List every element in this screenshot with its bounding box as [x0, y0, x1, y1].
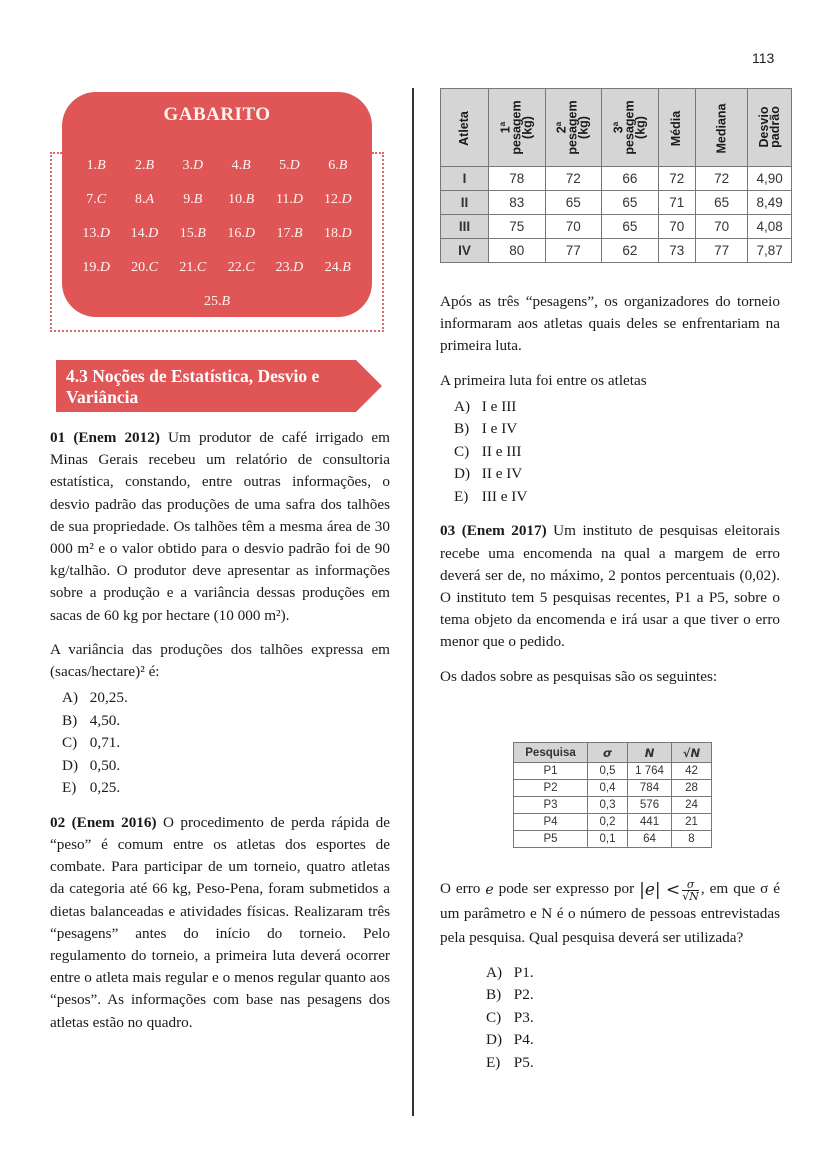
answer-number: 25. — [203, 294, 222, 309]
table-cell: 75 — [489, 215, 546, 239]
error-formula — [639, 878, 701, 902]
table-header-row — [441, 89, 792, 167]
answer-letter: C — [245, 260, 255, 275]
table-cell: 78 — [489, 167, 546, 191]
fraction-numerator: σ — [682, 879, 699, 891]
table-cell: 0,5 — [588, 763, 628, 780]
formula-lhs: |e| < — [639, 879, 681, 900]
table-cell: 66 — [602, 167, 659, 191]
answer-number: 9. — [183, 192, 194, 207]
question-text: Um instituto de pesquisas eleitorais recebe uma encomenda na qual a margem de erro deverá ser de, no máximo, 2 pontos percentuais (0,02). O instituto tem 5 pesquisas recentes, P1 a P5, sobre o tema objeto da encomenda e irá usar a que tiver o erro menor que o pedido. — [440, 522, 780, 651]
answer-letter: B — [293, 226, 303, 241]
header-label — [554, 99, 591, 155]
header-label — [500, 100, 533, 154]
table-header-cell — [545, 89, 602, 167]
table-cell: 24 — [672, 797, 712, 814]
question-02-after-text: Após as três “pesagens”, os organizadores do torneio informaram aos atletas quais deles se enfrentariam na primeira luta. — [440, 293, 780, 355]
formula-paragraph — [440, 877, 780, 950]
question-text: O procedimento de perda rápida de “peso” é comum entre os atletas dos esportes de combate. Para participar de um torneio, quatro atletas da categoria até 66 kg, Peso-Pena, foram submetidos a dietas balanceadas e atividades físicas. Realizaram três “pesagens” antes do início do torneio. Pelo regulamento do torneio, a primeira luta deverá ocorrer entre o atleta mais regular e o menos regular quanto aos “pesos”. As informações com base nas pesagens dos atletas estão no quadro. — [50, 813, 390, 1031]
header-label — [756, 106, 782, 148]
gabarito-answer — [72, 258, 120, 278]
gabarito-answer — [265, 156, 313, 176]
option-item — [486, 1029, 780, 1052]
gabarito-answer — [314, 156, 362, 176]
answer-number: 10. — [228, 192, 246, 207]
gabarito-answer — [314, 224, 362, 244]
column-divider — [412, 88, 414, 1116]
option-label: E) — [62, 779, 77, 797]
gabarito-answer — [62, 294, 372, 310]
gabarito-answer — [120, 190, 168, 210]
table-cell: I — [441, 167, 489, 191]
question-02 — [50, 812, 390, 1034]
question-label: 02 (Enem 2016) — [50, 813, 157, 831]
header-line: (kg) — [633, 115, 648, 139]
question-label: 03 (Enem 2017) — [440, 522, 547, 540]
gabarito-title: GABARITO — [163, 104, 271, 125]
table-header-cell: Pesquisa — [514, 743, 588, 763]
table-cell: 72 — [695, 167, 747, 191]
gabarito-answer — [265, 190, 313, 210]
header-line: Desvio — [756, 106, 771, 148]
athletes-table — [440, 88, 792, 263]
option-label: C) — [486, 1008, 502, 1026]
table-cell: 576 — [628, 797, 672, 814]
option-text: 0,71. — [89, 734, 121, 752]
option-text: 0,50. — [89, 756, 121, 774]
answer-number: 6. — [328, 158, 339, 173]
option-text: 4,50. — [89, 711, 121, 729]
header-line: (kg) — [576, 115, 591, 139]
option-label: B) — [62, 711, 78, 729]
table-cell: 64 — [628, 831, 672, 848]
table-cell: 1 764 — [628, 763, 672, 780]
option-label: D) — [486, 1031, 503, 1049]
data-intro: Os dados sobre as pesquisas são os seguintes: — [440, 667, 718, 685]
gabarito-answer — [314, 258, 362, 278]
option-label: B) — [454, 420, 470, 438]
header-label — [613, 100, 646, 154]
answer-letter: B — [97, 158, 106, 173]
table-row — [441, 167, 792, 191]
table-row — [514, 763, 712, 780]
answer-letter: D — [193, 158, 204, 173]
table-header-cell — [602, 89, 659, 167]
table-header-cell — [441, 89, 489, 167]
gabarito-answer — [120, 258, 168, 278]
answer-letter: B — [338, 158, 348, 173]
answer-number: 22. — [227, 260, 246, 275]
answer-number: 5. — [279, 158, 290, 173]
table-cell: 0,1 — [588, 831, 628, 848]
option-item — [454, 486, 780, 509]
option-item — [454, 441, 780, 464]
answer-letter: B — [245, 192, 255, 207]
option-label: E) — [454, 487, 469, 505]
header-line: Média — [669, 110, 684, 146]
table-cell: 7,87 — [748, 239, 792, 263]
table-cell: 70 — [695, 215, 747, 239]
table-row — [441, 191, 792, 215]
option-text: II e IV — [481, 465, 523, 483]
option-text: III e IV — [481, 487, 528, 505]
header-line: pesagem — [509, 99, 524, 155]
table-cell: 80 — [489, 239, 546, 263]
answer-letter: B — [221, 294, 231, 309]
gabarito-answer — [314, 190, 362, 210]
options-list — [50, 687, 390, 800]
gabarito-answer — [169, 156, 217, 176]
table-cell: II — [441, 191, 489, 215]
table-cell: 0,4 — [588, 780, 628, 797]
table-row — [514, 814, 712, 831]
option-item — [62, 777, 390, 800]
table-cell: 77 — [545, 239, 602, 263]
gabarito-answer — [120, 156, 168, 176]
page-number: 113 — [752, 50, 775, 66]
table-header-cell: √N — [672, 743, 712, 763]
table-cell: 73 — [658, 239, 695, 263]
answer-letter: B — [145, 158, 155, 173]
gabarito-answer — [265, 224, 313, 244]
table-cell: 83 — [489, 191, 546, 215]
option-label: E) — [486, 1053, 501, 1071]
formula-variable: e — [485, 881, 494, 898]
answer-number: 21. — [179, 260, 197, 275]
option-text: P5. — [513, 1053, 534, 1071]
section-heading — [56, 360, 382, 412]
header-line: Atleta — [456, 110, 471, 146]
option-label: A) — [454, 397, 471, 415]
answer-number: 4. — [231, 158, 243, 173]
option-label: A) — [62, 689, 79, 707]
answer-number: 7. — [86, 192, 97, 207]
answer-number: 23. — [275, 260, 294, 275]
option-item — [486, 984, 780, 1007]
text: pode ser expresso por — [493, 880, 640, 897]
right-column-bottom — [440, 877, 780, 1074]
table-cell: 71 — [658, 191, 695, 215]
table-cell: 28 — [672, 780, 712, 797]
answer-number: 20. — [131, 260, 149, 275]
answer-number: 17. — [276, 226, 294, 241]
answer-letter: B — [342, 260, 351, 275]
table-row — [514, 780, 712, 797]
table-cell: IV — [441, 239, 489, 263]
table-cell: 4,90 — [748, 167, 792, 191]
option-label: A) — [486, 963, 503, 981]
gabarito-answer — [169, 224, 217, 244]
answer-number: 15. — [179, 226, 198, 241]
header-label — [456, 110, 471, 146]
option-text: II e III — [481, 442, 522, 460]
answer-letter: D — [341, 192, 352, 207]
option-item — [62, 687, 390, 710]
option-label: B) — [486, 986, 502, 1004]
gabarito-answer — [169, 258, 217, 278]
text: que σ é um parâmetro e N é o número de pessoas entrevistadas pela pesquisa. Qual pesquisa deverá ser utilizada? — [440, 880, 781, 946]
answer-number: 11. — [275, 192, 293, 207]
gabarito-answer — [72, 190, 120, 210]
answer-letter: B — [242, 158, 251, 173]
option-text: 0,25. — [89, 779, 121, 797]
answer-number: 14. — [130, 226, 149, 241]
formula-fraction — [682, 879, 699, 902]
table-cell: 42 — [672, 763, 712, 780]
answer-letter: A — [145, 192, 155, 207]
answer-letter: D — [244, 226, 255, 241]
text: , em — [700, 880, 729, 897]
section-title: 4.3 Noções de Estatística, Desvio e Variância — [66, 366, 320, 407]
question-text: Um produtor de café irrigado em Minas Gerais recebeu um relatório de consultoria estatística, constando, entre outras informações, o desvio padrão das produções de uma safra dos talhões de sua propriedade. Os talhões têm a mesma área de 30 000 m² e o valor obtido para o desvio padrão foi de 90 kg/talhão. O produtor deve apresentar as informações sobre a produção e a variância dessas produções em sacas de 60 kg por hectare (10 000 m²). — [50, 429, 390, 624]
table-cell: P1 — [514, 763, 588, 780]
answer-letter: D — [99, 226, 110, 241]
option-text: I e III — [481, 397, 517, 415]
answer-number: 18. — [324, 226, 342, 241]
option-text: P3. — [513, 1008, 534, 1026]
table-cell: 441 — [628, 814, 672, 831]
header-line: (kg) — [520, 115, 535, 139]
answer-letter: D — [292, 192, 304, 207]
table-cell: 65 — [602, 215, 659, 239]
table-header-cell — [489, 89, 546, 167]
header-line: 2ª — [554, 121, 569, 133]
table-cell: 72 — [545, 167, 602, 191]
gabarito-answer — [72, 224, 120, 244]
header-line: padrão — [767, 106, 782, 148]
answer-number: 8. — [134, 192, 146, 207]
option-item — [486, 1052, 780, 1075]
header-line: 3ª — [611, 121, 626, 133]
table-header-cell: σ — [588, 743, 628, 763]
answer-number: 19. — [82, 260, 100, 275]
option-text: I e IV — [481, 420, 518, 438]
gabarito-answer — [120, 224, 168, 244]
table-cell: 62 — [602, 239, 659, 263]
gabarito-answers — [72, 156, 362, 278]
answer-letter: C — [196, 260, 207, 275]
option-item — [62, 732, 390, 755]
option-item — [454, 396, 780, 419]
answer-letter: D — [293, 260, 304, 275]
header-line: pesagem — [565, 99, 580, 155]
fraction-denominator: √N — [682, 889, 699, 903]
table-cell: 65 — [545, 191, 602, 215]
table-cell: 0,3 — [588, 797, 628, 814]
table-header-cell: N — [628, 743, 672, 763]
answer-number: 13. — [82, 226, 100, 241]
header-label — [716, 103, 727, 153]
table-cell: 72 — [658, 167, 695, 191]
left-column — [50, 427, 390, 1034]
answer-letter: C — [148, 260, 158, 275]
gabarito-box — [62, 92, 372, 317]
option-text: P1. — [513, 963, 534, 981]
table-cell: 65 — [602, 191, 659, 215]
table-cell: 784 — [628, 780, 672, 797]
table-header-cell — [748, 89, 792, 167]
answer-number: 2. — [134, 158, 146, 173]
table-cell: 70 — [545, 215, 602, 239]
table-row — [441, 215, 792, 239]
text: O erro — [440, 880, 486, 897]
answer-letter: C — [96, 192, 107, 207]
answer-letter: D — [99, 260, 110, 275]
right-column-top — [440, 291, 780, 688]
table-cell: 8,49 — [748, 191, 792, 215]
table-cell: P5 — [514, 831, 588, 848]
answer-letter: B — [197, 226, 206, 241]
option-item — [486, 1007, 780, 1030]
option-label: D) — [454, 465, 471, 483]
table-cell: 0,2 — [588, 814, 628, 831]
options-list — [440, 962, 780, 1075]
table-cell: 4,08 — [748, 215, 792, 239]
gabarito-answer — [169, 190, 217, 210]
option-item — [454, 418, 780, 441]
answer-letter: B — [193, 192, 203, 207]
answer-letter: D — [289, 158, 300, 173]
answer-letter: D — [148, 226, 159, 241]
option-item — [62, 755, 390, 778]
question-03 — [440, 520, 780, 653]
table-row — [441, 239, 792, 263]
answer-number: 3. — [182, 158, 193, 173]
table-header-row — [514, 743, 712, 763]
header-line: pesagem — [622, 99, 637, 155]
gabarito-answer — [217, 156, 265, 176]
table-cell: III — [441, 215, 489, 239]
table-cell: P3 — [514, 797, 588, 814]
option-item — [486, 962, 780, 985]
table-header-cell — [658, 89, 695, 167]
table-cell: 70 — [658, 215, 695, 239]
gabarito-answer — [217, 224, 265, 244]
header-line: Mediana — [714, 102, 729, 154]
header-label — [671, 110, 682, 145]
option-item — [454, 463, 780, 486]
option-label: C) — [62, 734, 78, 752]
gabarito-answer — [72, 156, 120, 176]
question-prompt: A primeira luta foi entre os atletas — [440, 371, 647, 389]
option-item — [62, 710, 390, 733]
table-cell: P2 — [514, 780, 588, 797]
answer-number: 12. — [324, 192, 342, 207]
table-row — [514, 797, 712, 814]
answer-number: 1. — [86, 158, 98, 173]
table-cell: 65 — [695, 191, 747, 215]
table-cell: 21 — [672, 814, 712, 831]
answer-letter: D — [341, 226, 352, 241]
table-cell: 8 — [672, 831, 712, 848]
options-list — [440, 396, 780, 509]
answer-number: 16. — [227, 226, 245, 241]
gabarito-answer — [265, 258, 313, 278]
table-header-cell — [695, 89, 747, 167]
header-line: 1ª — [498, 121, 513, 133]
option-text: P2. — [513, 986, 534, 1004]
question-label: 01 (Enem 2012) — [50, 429, 160, 446]
surveys-table — [513, 742, 712, 848]
answer-number: 24. — [324, 260, 343, 275]
table-cell: P4 — [514, 814, 588, 831]
option-text: P4. — [513, 1031, 534, 1049]
gabarito-answer — [217, 190, 265, 210]
option-text: 20,25. — [89, 689, 128, 707]
question-01 — [50, 427, 390, 627]
table-row — [514, 831, 712, 848]
option-label: C) — [454, 442, 470, 460]
table-cell: 77 — [695, 239, 747, 263]
question-prompt: A variância das produções dos talhões expressa em (sacas/hectare)² é: — [50, 640, 390, 681]
gabarito-answer — [217, 258, 265, 278]
option-label: D) — [62, 756, 79, 774]
